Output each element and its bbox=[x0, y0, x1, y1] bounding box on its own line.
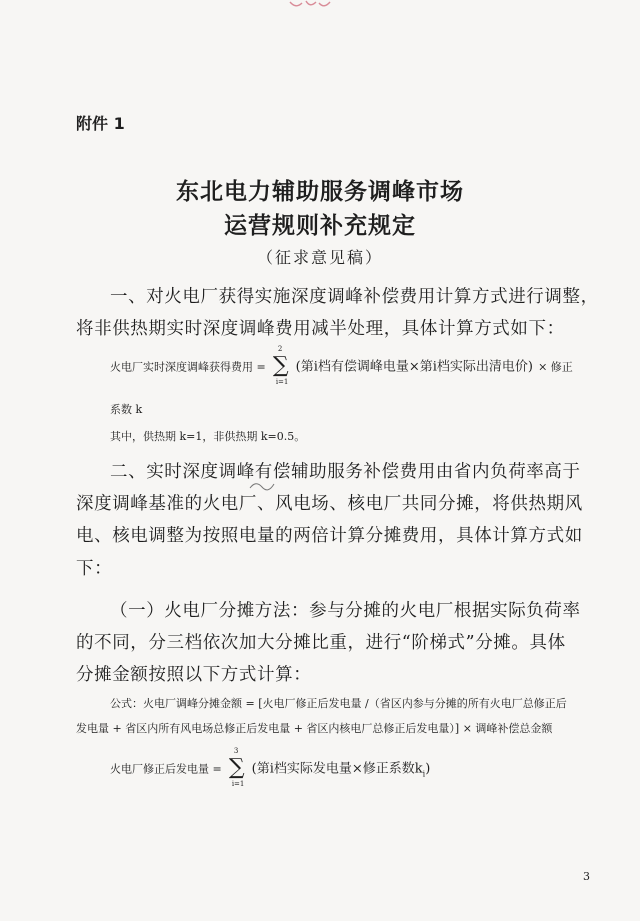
subsection1-line1: （一）火电厂分摊方法：参与分摊的火电厂根据实际负荷率 bbox=[110, 601, 581, 621]
draft-label: （征求意见稿） bbox=[256, 248, 383, 267]
subsection1-line2: 的不同，分三档依次加大分摊比重，进行“阶梯式”分摊。具体 bbox=[76, 633, 566, 653]
formula-lhs: 火电厂实时深度调峰获得费用 = bbox=[110, 360, 266, 374]
document-title-line2: 运营规则补充规定 bbox=[224, 212, 416, 239]
formula1-line2: 发电量 + 省区内所有风电场总修正后发电量 + 省区内核电厂总修正后发电量）] × 调峰补偿总金额 bbox=[76, 722, 553, 735]
section2-line4: 下： bbox=[76, 559, 113, 579]
page-number: 3 bbox=[583, 870, 590, 883]
formula1-line1: 公式：火电厂调峰分摊金额 = [火电厂修正后发电量 /（省区内参与分摊的所有火电厂总修正后 bbox=[110, 697, 567, 710]
formula2-close: ) bbox=[425, 761, 431, 777]
formula2-lhs: 火电厂修正后发电量 = bbox=[110, 762, 222, 776]
subsection1-line3: 分摊金额按照以下方式计算： bbox=[76, 665, 312, 685]
formula-line2: 系数 k bbox=[110, 403, 143, 416]
attachment-label: 附件 1 bbox=[76, 114, 125, 133]
formula-body: (第i档有偿调峰电量×第i档实际出清电价) bbox=[295, 359, 533, 375]
section1-line1: 一、对火电厂获得实施深度调峰补偿费用计算方式进行调整， bbox=[110, 287, 599, 307]
formula2-body: (第i档实际发电量×修正系数k bbox=[251, 761, 423, 777]
formula-corrected-generation bbox=[110, 747, 431, 788]
section2-line3: 电、核电调整为按照电量的两倍计算分摊费用，具体计算方式如 bbox=[76, 526, 583, 546]
seal-fragment-icon bbox=[288, 0, 332, 10]
pen-mark-icon bbox=[249, 478, 275, 492]
section2-line2: 深度调峰基准的火电厂、风电场、核电厂共同分摊，将供热期风 bbox=[76, 494, 583, 514]
formula-tail: × 修正 bbox=[538, 360, 573, 374]
sigma-icon: ∑ 3 i=1 bbox=[228, 747, 245, 788]
formula-peak-shaving-fee bbox=[110, 345, 573, 386]
document-title-line1: 东北电力辅助服务调峰市场 bbox=[176, 178, 464, 205]
section1-note: 其中，供热期 k=1，非供热期 k=0.5。 bbox=[110, 430, 306, 443]
section2-line1: 二、实时深度调峰有偿辅助服务补偿费用由省内负荷率高于 bbox=[110, 462, 581, 482]
formula2-subscript: i bbox=[422, 769, 426, 779]
section1-line2: 将非供热期实时深度调峰费用减半处理，具体计算方式如下： bbox=[76, 319, 565, 339]
sigma-icon: ∑ 2 i=1 bbox=[272, 345, 289, 386]
